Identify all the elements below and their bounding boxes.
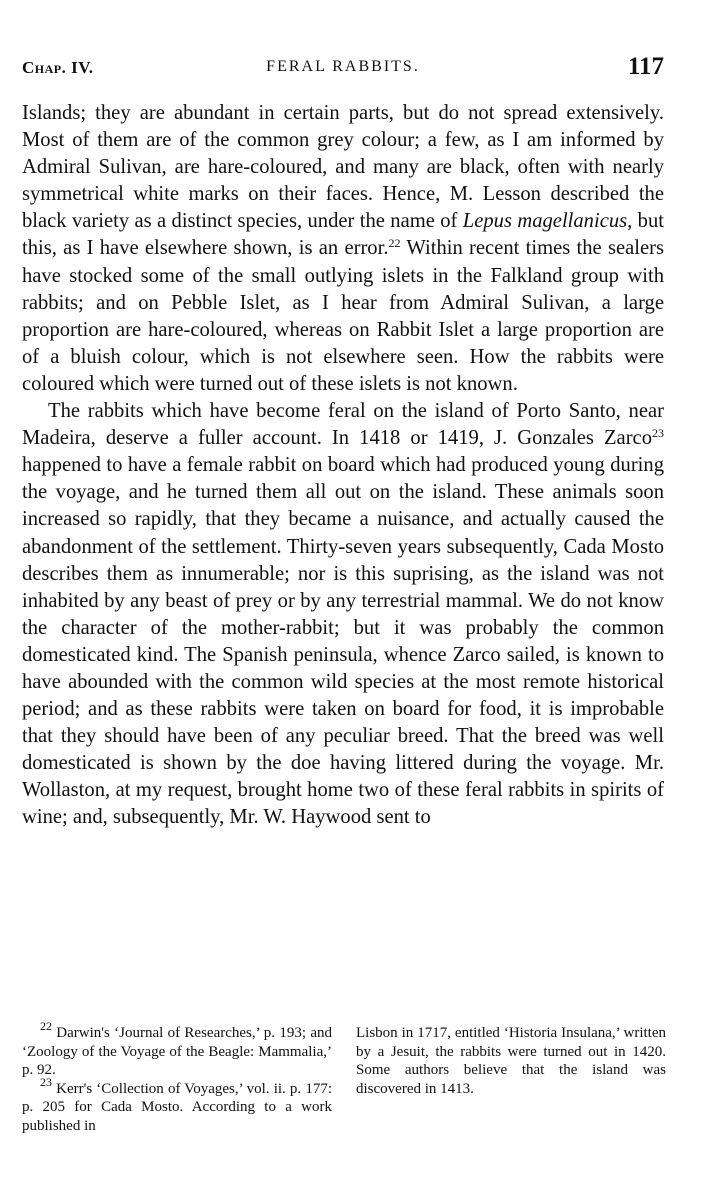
p1-text-c: Within recent times the sealers have stocked some of the small outlying islets in the Falkland group with rabbits; and on Pebble Islet, as I hear from Admiral Sulivan, a large proportion are hare-coloured, whereas on Rabbit Islet a large proportion are of a bluish colour, which is not elsewhere seen. How the rabbits were coloured which were turned out of these islets is not known. xyxy=(22,237,664,395)
footnotes xyxy=(22,1019,666,1154)
paragraph-1 xyxy=(22,100,664,398)
footnote-22-text: Darwin's ‘Journal of Researches,’ p. 193; and ‘Zoology of the Voyage of the Beagle: Mammalia,’ p. 92. xyxy=(22,1025,332,1079)
footnotes-left-column xyxy=(22,1019,332,1136)
p1-text-a: Islands; they are abundant in certain parts, but do not spread extensively. Most of them are of the common grey colour; a few, as I am informed by Admiral Sulivan, are hare-coloured, and many are black, often with nearly symmetrical white marks on their faces. Hence, M. Lesson described the black variety as a distinct species, under the name of xyxy=(22,102,664,233)
footnote-23-number: 23 xyxy=(40,1074,52,1089)
page-number: 117 xyxy=(627,53,664,80)
footnote-22-number: 22 xyxy=(40,1019,52,1033)
p2-text-b: happened to have a female rabbit on board which had produced young during the voyage, and he turned them all out on the island. These animals soon increased so rapidly, that they became a nuisance, and actually caused the abandonment of the settlement. Thirty-seven years subsequently, Cada Mosto describes them as innumerable; nor is this suprising, as the island was not inhabited by any beast of prey or by any terrestrial mammal. We do not know the character of the mother-rabbit; but it was probably the common domesticated kind. The Spanish peninsula, whence Zarco sailed, is known to have abounded with the common wild species at the most remote historical period; and as these rabbits were taken on board for food, it is improbable that they should have been of any peculiar breed. That the breed was well domesticated is shown by the doe having littered during the voyage. Mr. Wollaston, at my request, brought home two of these feral rabbits in spirits of wine; and, subsequently, Mr. W. Haywood sent to xyxy=(22,454,664,829)
footnote-23 xyxy=(22,1074,332,1136)
p2-text-a: The rabbits which have become feral on the island of Porto Santo, near Madeira, deserve a fuller account. In 1418 or 1419, J. Gonzales Zarco xyxy=(22,400,664,450)
running-title: FERAL RABBITS. xyxy=(266,58,420,75)
footnote-22 xyxy=(22,1019,332,1080)
paragraph-2 xyxy=(22,398,664,832)
main-text xyxy=(22,100,664,832)
chapter-label: Chap. IV. xyxy=(22,58,94,77)
footnote-ref-23[interactable]: 23 xyxy=(652,426,664,441)
p1-text-b: , but this, as I have elsewhere shown, is an error. xyxy=(22,210,664,260)
species-name: Lepus magellanicus xyxy=(462,210,628,233)
footnote-23-continuation: Lisbon in 1717, entitled ‘Historia Insulana,’ written by a Jesuit, the rabbits were turned out in 1420. Some authors believe that the island was discovered in 1413. xyxy=(356,1025,666,1097)
footnote-23-text: Kerr's ‘Collection of Voyages,’ vol. ii. p. 177: p. 205 for Cada Mosto. According to a work published in xyxy=(22,1080,332,1134)
running-header xyxy=(22,53,664,84)
footnotes-right-column xyxy=(356,1024,666,1098)
footnote-ref-22[interactable]: 22 xyxy=(388,236,401,251)
